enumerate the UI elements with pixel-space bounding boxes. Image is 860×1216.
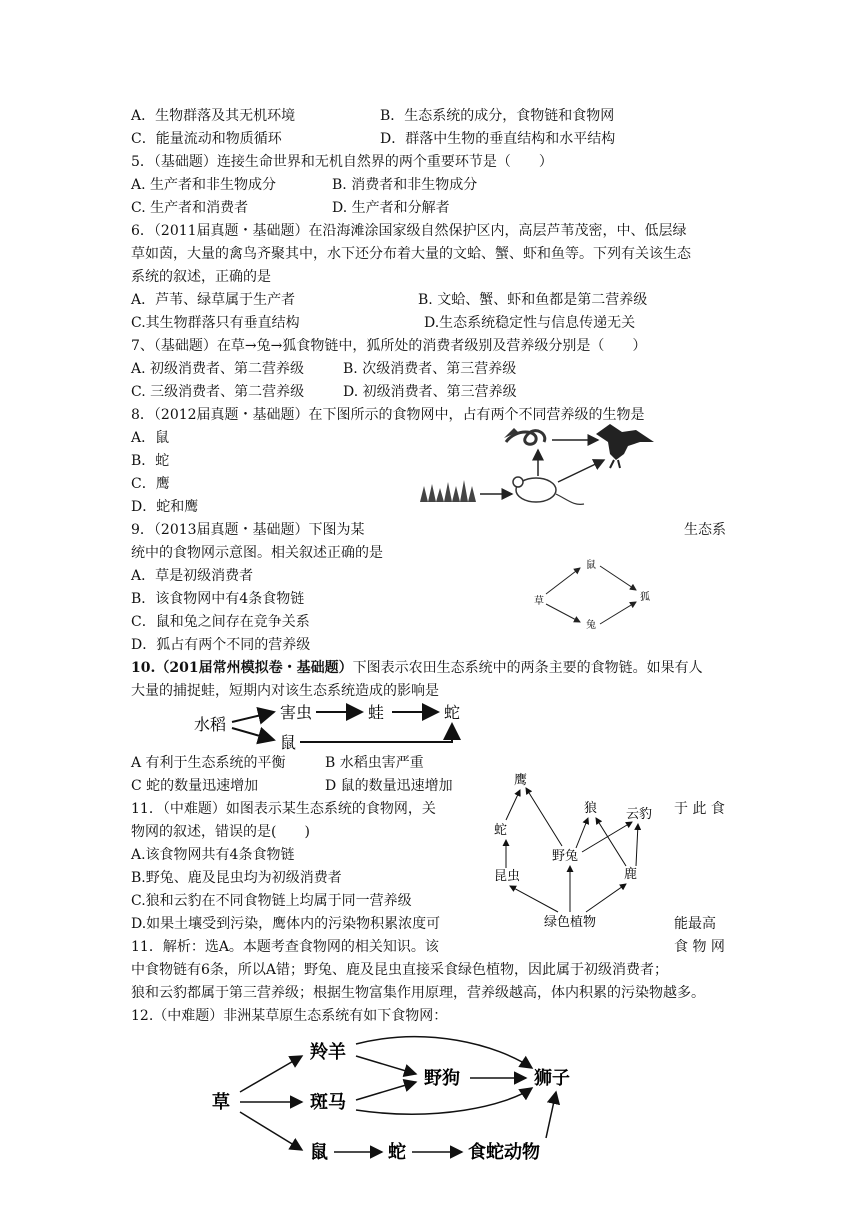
q9-stem-line1b: 生态系 xyxy=(684,522,726,538)
q8-option-c: C．鹰 xyxy=(131,476,170,492)
q10-node-rice: 水稻 xyxy=(194,715,227,734)
q10-stem-line2: 大量的捕捉蛙，短期内对该生态系统造成的影响是 xyxy=(131,683,439,699)
q4-option-a: A．生物群落及其无机环境 xyxy=(131,108,296,124)
q8-option-b: B．蛇 xyxy=(131,453,170,469)
q11-stem-line2: 物网的叙述，错误的是( ) xyxy=(131,824,310,840)
q10-stem xyxy=(131,658,703,678)
q10-node-snake: 蛇 xyxy=(444,703,461,722)
q11-food-web-diagram xyxy=(486,766,666,932)
q7-option-b: B. 次级消费者、第三营养级 xyxy=(343,361,517,377)
q5-option-c: C. 生产者和消费者 xyxy=(131,200,249,216)
q11-node-plant: 绿色植物 xyxy=(544,915,597,930)
q10-node-pest: 害虫 xyxy=(280,703,313,722)
q12-stem: 12.（中难题）非洲某草原生态系统有如下食物网： xyxy=(131,1008,448,1024)
q10-stem-source: 10.（201届常州模拟卷・基础题） xyxy=(131,660,353,676)
q11-node-leopard: 云豹 xyxy=(626,807,653,822)
q11-option-c: C.狼和云豹在不同食物链上均属于同一营养级 xyxy=(131,893,412,909)
q11-node-snake: 蛇 xyxy=(494,823,508,838)
q5-stem: 5．（基础题）连接生命世界和无机自然界的两个重要环节是（ ） xyxy=(131,154,553,170)
q11-node-insect: 昆虫 xyxy=(494,869,521,884)
q8-food-web-picture xyxy=(418,420,668,512)
q9-option-b: B．该食物网中有4条食物链 xyxy=(131,591,305,607)
q10-option-a: A 有利于生态系统的平衡 xyxy=(131,755,286,771)
q11-node-hare: 野兔 xyxy=(552,849,579,864)
q8-stem: 8．（2012届真题・基础题）在下图所示的食物网中，占有两个不同营养级的生物是 xyxy=(131,407,645,423)
q4-option-d: D．群落中生物的垂直结构和水平结构 xyxy=(380,131,616,147)
snake-icon xyxy=(504,428,545,444)
q12-node-zebra: 斑马 xyxy=(310,1092,346,1113)
q7-option-c: C. 三级消费者、第二营养级 xyxy=(131,384,305,400)
q12-node-snakeeater: 食蛇动物 xyxy=(468,1142,540,1163)
q11-node-eagle: 鹰 xyxy=(514,773,528,788)
eagle-icon xyxy=(596,424,654,468)
q10-stem-text: 下图表示农田生态系统中的两条主要的食物链。如果有人 xyxy=(352,660,703,676)
q11-option-d-part1: D.如果土壤受到污染，鹰体内的污染物积累浓度可 xyxy=(131,916,441,932)
q11-node-wolf: 狼 xyxy=(584,801,598,816)
q10-option-b: B 水稻虫害严重 xyxy=(325,755,424,771)
q11-option-b: B.野兔、鹿及昆虫均为初级消费者 xyxy=(131,870,342,886)
q12-food-web-diagram xyxy=(206,1026,586,1176)
grass-icon xyxy=(420,480,476,502)
q11-option-d-part2: 能最高 xyxy=(674,916,716,932)
q11-answer-line1b: 食 物 网 xyxy=(674,939,725,955)
q8-option-a: A．鼠 xyxy=(131,430,170,446)
q11-stem-line1b: 于 此 食 xyxy=(674,801,725,817)
q12-node-rat: 鼠 xyxy=(310,1142,328,1163)
q11-answer-line2: 中食物链有6条，所以A错；野兔、鹿及昆虫直接采食绿色植物，因此属于初级消费者； xyxy=(131,962,669,978)
q9-option-d: D．狐占有两个不同的营养级 xyxy=(131,637,311,653)
q10-food-chain-diagram xyxy=(188,698,478,754)
q6-stem-line2: 草如茵，大量的禽鸟齐聚其中，水下还分布着大量的文蛤、蟹、虾和鱼等。下列有关该生态 xyxy=(131,246,691,262)
q9-node-rabbit: 兔 xyxy=(586,620,596,631)
q5-option-a: A. 生产者和非生物成分 xyxy=(131,177,277,193)
q12-node-lion: 狮子 xyxy=(534,1068,570,1089)
q5-option-b: B. 消费者和非生物成分 xyxy=(332,177,478,193)
mouse-icon xyxy=(513,477,584,504)
q9-stem-line2: 统中的食物网示意图。相关叙述正确的是 xyxy=(131,545,383,561)
q11-stem-line1a: 11．（中难题）如图表示某生态系统的食物网，关 xyxy=(131,801,436,817)
q7-stem: 7、（基础题）在草→兔→狐食物链中，狐所处的消费者级别及营养级分别是（ ） xyxy=(131,338,647,354)
q10-node-rat: 鼠 xyxy=(280,733,297,752)
q11-node-deer: 鹿 xyxy=(624,867,638,882)
q4-option-c: C．能量流动和物质循环 xyxy=(131,131,282,147)
q11-answer-line3: 狼和云豹都属于第三营养级；根据生物富集作用原理，营养级越高，体内积累的污染物越多。 xyxy=(131,985,705,1001)
q11-option-a: A.该食物网共有4条食物链 xyxy=(131,847,295,863)
q9-option-c: C．鼠和兔之间存在竞争关系 xyxy=(131,614,310,630)
q7-option-a: A. 初级消费者、第二营养级 xyxy=(131,361,305,377)
q12-node-wilddog: 野狗 xyxy=(424,1068,460,1089)
q6-option-d: D.生态系统稳定性与信息传递无关 xyxy=(424,315,636,331)
q6-stem-line1: 6．（2011届真题・基础题）在沿海滩涂国家级自然保护区内，高层芦苇茂密，中、低层绿 xyxy=(131,223,687,239)
q4-option-b: B．生态系统的成分，食物链和食物网 xyxy=(380,108,615,124)
q8-option-d: D．蛇和鹰 xyxy=(131,499,199,515)
q10-node-frog: 蛙 xyxy=(368,703,385,722)
q10-option-d: D 鼠的数量迅速增加 xyxy=(325,778,453,794)
q9-node-grass: 草 xyxy=(534,596,544,607)
q9-option-a: A．草是初级消费者 xyxy=(131,568,254,584)
q11-answer-line1a: 11．解析：选A。本题考查食物网的相关知识。该 xyxy=(131,939,439,955)
q12-node-snake: 蛇 xyxy=(388,1142,406,1163)
q9-food-web-diagram xyxy=(526,552,666,632)
q12-node-grass: 草 xyxy=(212,1092,230,1113)
q10-option-c: C 蛇的数量迅速增加 xyxy=(131,778,259,794)
q6-option-a: A．芦苇、绿草属于生产者 xyxy=(131,292,296,308)
q9-node-rat: 鼠 xyxy=(586,560,596,571)
q6-option-b: B. 文蛤、蟹、虾和鱼都是第二营养级 xyxy=(418,292,648,308)
q6-stem-line3: 系统的叙述，正确的是 xyxy=(131,269,271,285)
q9-stem-line1a: 9．（2013届真题・基础题）下图为某 xyxy=(131,522,365,538)
q5-option-d: D. 生产者和分解者 xyxy=(332,200,450,216)
q7-option-d: D. 初级消费者、第三营养级 xyxy=(343,384,517,400)
q12-node-antelope: 羚羊 xyxy=(310,1042,346,1063)
q9-node-fox: 狐 xyxy=(640,592,650,603)
q6-option-c: C.其生物群落只有垂直结构 xyxy=(131,315,300,331)
